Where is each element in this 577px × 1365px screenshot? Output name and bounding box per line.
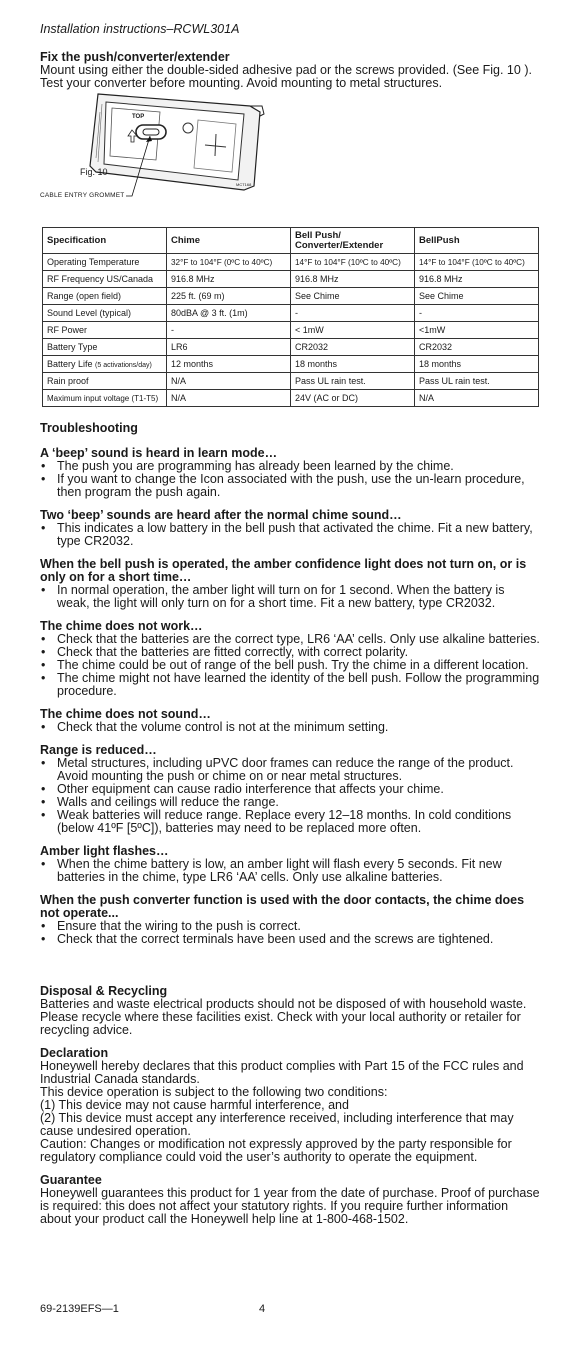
info-body xyxy=(40,985,540,1236)
table-cell: N/A xyxy=(167,373,291,390)
table-row xyxy=(43,356,539,373)
table-cell: LR6 xyxy=(167,339,291,356)
guarantee-section xyxy=(40,1174,540,1226)
disposal-section xyxy=(40,985,540,1037)
list-item: • Other equipment can cause radio interference that affects your chime. xyxy=(40,783,540,796)
table-cell: RF Power xyxy=(43,322,167,339)
table-cell: RF Frequency US/Canada xyxy=(43,271,167,288)
table-cell: - xyxy=(167,322,291,339)
list-item: • The push you are programming has already been learned by the chime. xyxy=(40,460,540,473)
disposal-title: Disposal & Recycling xyxy=(40,984,168,998)
trouble-section-title: The chime does not sound… xyxy=(40,707,211,721)
trouble-section xyxy=(40,509,540,548)
trouble-section-title: Range is reduced… xyxy=(40,743,157,757)
trouble-section xyxy=(40,558,540,610)
guarantee-body: Honeywell guarantees this product for 1 year from the date of purchase. Proof of purchase is required: this does not affect your statutory rights. If you require further information about your product call the Honeywell help line at 1-800-468-1502. xyxy=(40,1186,540,1226)
table-cell: 916.8 MHz xyxy=(291,271,415,288)
table-header-cell: Specification xyxy=(43,228,167,254)
trouble-section-title: The chime does not work… xyxy=(40,619,203,633)
table-cell: 18 months xyxy=(291,356,415,373)
list-item: • This indicates a low battery in the bell push that activated the chime. Fit a new battery, type CR2032. xyxy=(40,522,540,548)
table-row xyxy=(43,288,539,305)
table-row xyxy=(43,305,539,322)
table-cell: 12 months xyxy=(167,356,291,373)
table-cell: 24V (AC or DC) xyxy=(291,390,415,407)
table-cell: Battery Type xyxy=(43,339,167,356)
table-cell: 14°F to 104°F (10ºC to 40ºC) xyxy=(415,254,539,271)
table-header-cell: Bell Push/ Converter/Extender xyxy=(291,228,415,254)
figure-10 xyxy=(40,92,280,204)
table-cell: Range (open field) xyxy=(43,288,167,305)
fix-section-title: Fix the push/converter/extender xyxy=(40,50,230,64)
list-item: • Weak batteries will reduce range. Replace every 12–18 months. In cold conditions (below 41ºF [5ºC]), batteries may need to be replaced more often. xyxy=(40,809,540,835)
table-header-cell: Chime xyxy=(167,228,291,254)
table-cell: Rain proof xyxy=(43,373,167,390)
fix-section xyxy=(40,51,540,90)
figure-code: MCT168 xyxy=(236,182,252,187)
list-item: • Walls and ceilings will reduce the range. xyxy=(40,796,540,809)
table-cell: See Chime xyxy=(291,288,415,305)
table-cell: 225 ft. (69 m) xyxy=(167,288,291,305)
table-cell: 14°F to 104°F (10ºC to 40ºC) xyxy=(291,254,415,271)
specification-table xyxy=(42,227,539,407)
trouble-section xyxy=(40,620,540,698)
list-item: • If you want to change the Icon associated with the push, use the un-learn procedure, then program the push again. xyxy=(40,473,540,499)
trouble-section xyxy=(40,708,540,734)
table-cell: Operating Temperature xyxy=(43,254,167,271)
document-header: Installation instructions–RCWL301A xyxy=(40,22,240,36)
table-cell: Maximum input voltage (T1-T5) xyxy=(43,390,167,407)
table-cell: Pass UL rain test. xyxy=(291,373,415,390)
list-item: • When the chime battery is low, an amber light will flash every 5 seconds. Fit new batteries in the chime, type LR6 ‘AA’ cells. Only use alkaline batteries. xyxy=(40,858,540,884)
figure-label: Fig. 10 xyxy=(80,167,108,177)
table-cell: See Chime xyxy=(415,288,539,305)
trouble-section-title: When the bell push is operated, the amber confidence light does not turn on, or is only on for a short time… xyxy=(40,557,527,584)
troubleshooting-title: Troubleshooting xyxy=(40,421,138,435)
trouble-section-title: A ‘beep’ sound is heard in learn mode… xyxy=(40,446,278,460)
table-header-cell: BellPush xyxy=(415,228,539,254)
document-number: 69-2139EFS—1 xyxy=(40,1303,119,1315)
declaration-section xyxy=(40,1047,540,1164)
table-header-row xyxy=(43,228,539,254)
table-row xyxy=(43,390,539,407)
battery-life-note: (5 activations/day) xyxy=(95,362,152,369)
grommet-callout-label: CABLE ENTRY GROMMET xyxy=(40,192,125,199)
guarantee-title: Guarantee xyxy=(40,1173,102,1187)
declaration-title: Declaration xyxy=(40,1046,109,1060)
top-marker-label: TOP xyxy=(132,114,145,120)
list-item: • The chime could be out of range of the bell push. Try the chime in a different location. xyxy=(40,659,540,672)
troubleshooting-body xyxy=(40,447,540,956)
table-cell: - xyxy=(291,305,415,322)
mounting-diagram-image xyxy=(40,92,280,204)
table-row xyxy=(43,322,539,339)
list-item: • Check that the correct terminals have been used and the screws are tightened. xyxy=(40,933,540,946)
list-item: • Ensure that the wiring to the push is correct. xyxy=(40,920,540,933)
list-item: • Check that the volume control is not at the minimum setting. xyxy=(40,721,540,734)
trouble-section-title: Amber light flashes… xyxy=(40,844,169,858)
table-cell: <1mW xyxy=(415,322,539,339)
table-row xyxy=(43,373,539,390)
table-cell: Pass UL rain test. xyxy=(415,373,539,390)
list-item: • Check that the batteries are fitted correctly, with correct polarity. xyxy=(40,646,540,659)
table-cell: < 1mW xyxy=(291,322,415,339)
declaration-body: Honeywell hereby declares that this product complies with Part 15 of the FCC rules and Industrial Canada standards. This device operation is subject to the following two conditions: (1) This device may not cause harmful interference, and (2) This device must accept any interference received, including interference that may cause undesired operation. Caution: Changes or modification not expressly approved by the party responsible for regulatory compliance could void the user’s authority to operate the equipment. xyxy=(40,1059,524,1164)
disposal-body: Batteries and waste electrical products should not be disposed of with household waste. Please recycle where these facilities exist. Check with your local authority or retailer for recycling advice. xyxy=(40,997,527,1037)
table-cell: 18 months xyxy=(415,356,539,373)
table-cell: 916.8 MHz xyxy=(167,271,291,288)
table-row xyxy=(43,254,539,271)
table-cell: Sound Level (typical) xyxy=(43,305,167,322)
table-cell: N/A xyxy=(167,390,291,407)
trouble-section xyxy=(40,845,540,884)
table-cell: N/A xyxy=(415,390,539,407)
table-cell: CR2032 xyxy=(415,339,539,356)
table-row xyxy=(43,339,539,356)
trouble-section xyxy=(40,744,540,835)
table-row xyxy=(43,271,539,288)
list-item: • Metal structures, including uPVC door frames can reduce the range of the product. Avoid mounting the push or chime on or near metal structures. xyxy=(40,757,540,783)
list-item: • The chime might not have learned the identity of the bell push. Follow the programming procedure. xyxy=(40,672,540,698)
table-cell: 32°F to 104°F (0ºC to 40ºC) xyxy=(167,254,291,271)
trouble-section-title: When the push converter function is used with the door contacts, the chime does not operate... xyxy=(40,893,525,920)
trouble-section xyxy=(40,447,540,499)
list-item: • In normal operation, the amber light will turn on for 1 second. When the battery is weak, the light will only turn on for a short time. Fit a new battery, type CR2032. xyxy=(40,584,540,610)
fix-section-body: Mount using either the double-sided adhesive pad or the screws provided. (See Fig. 10 ). Test your converter before mounting. Avoid mounting to metal structures. xyxy=(40,63,532,90)
battery-life-label: Battery Life xyxy=(47,359,93,369)
table-cell: 80dBA @ 3 ft. (1m) xyxy=(167,305,291,322)
table-cell: - xyxy=(415,305,539,322)
page-number: 4 xyxy=(259,1303,266,1315)
table-cell: CR2032 xyxy=(291,339,415,356)
trouble-section xyxy=(40,894,540,946)
trouble-section-title: Two ‘beep’ sounds are heard after the normal chime sound… xyxy=(40,508,402,522)
table-cell: 916.8 MHz xyxy=(415,271,539,288)
list-item: • Check that the batteries are the correct type, LR6 ‘AA’ cells. Only use alkaline batteries. xyxy=(40,633,540,646)
table-cell xyxy=(43,356,167,373)
